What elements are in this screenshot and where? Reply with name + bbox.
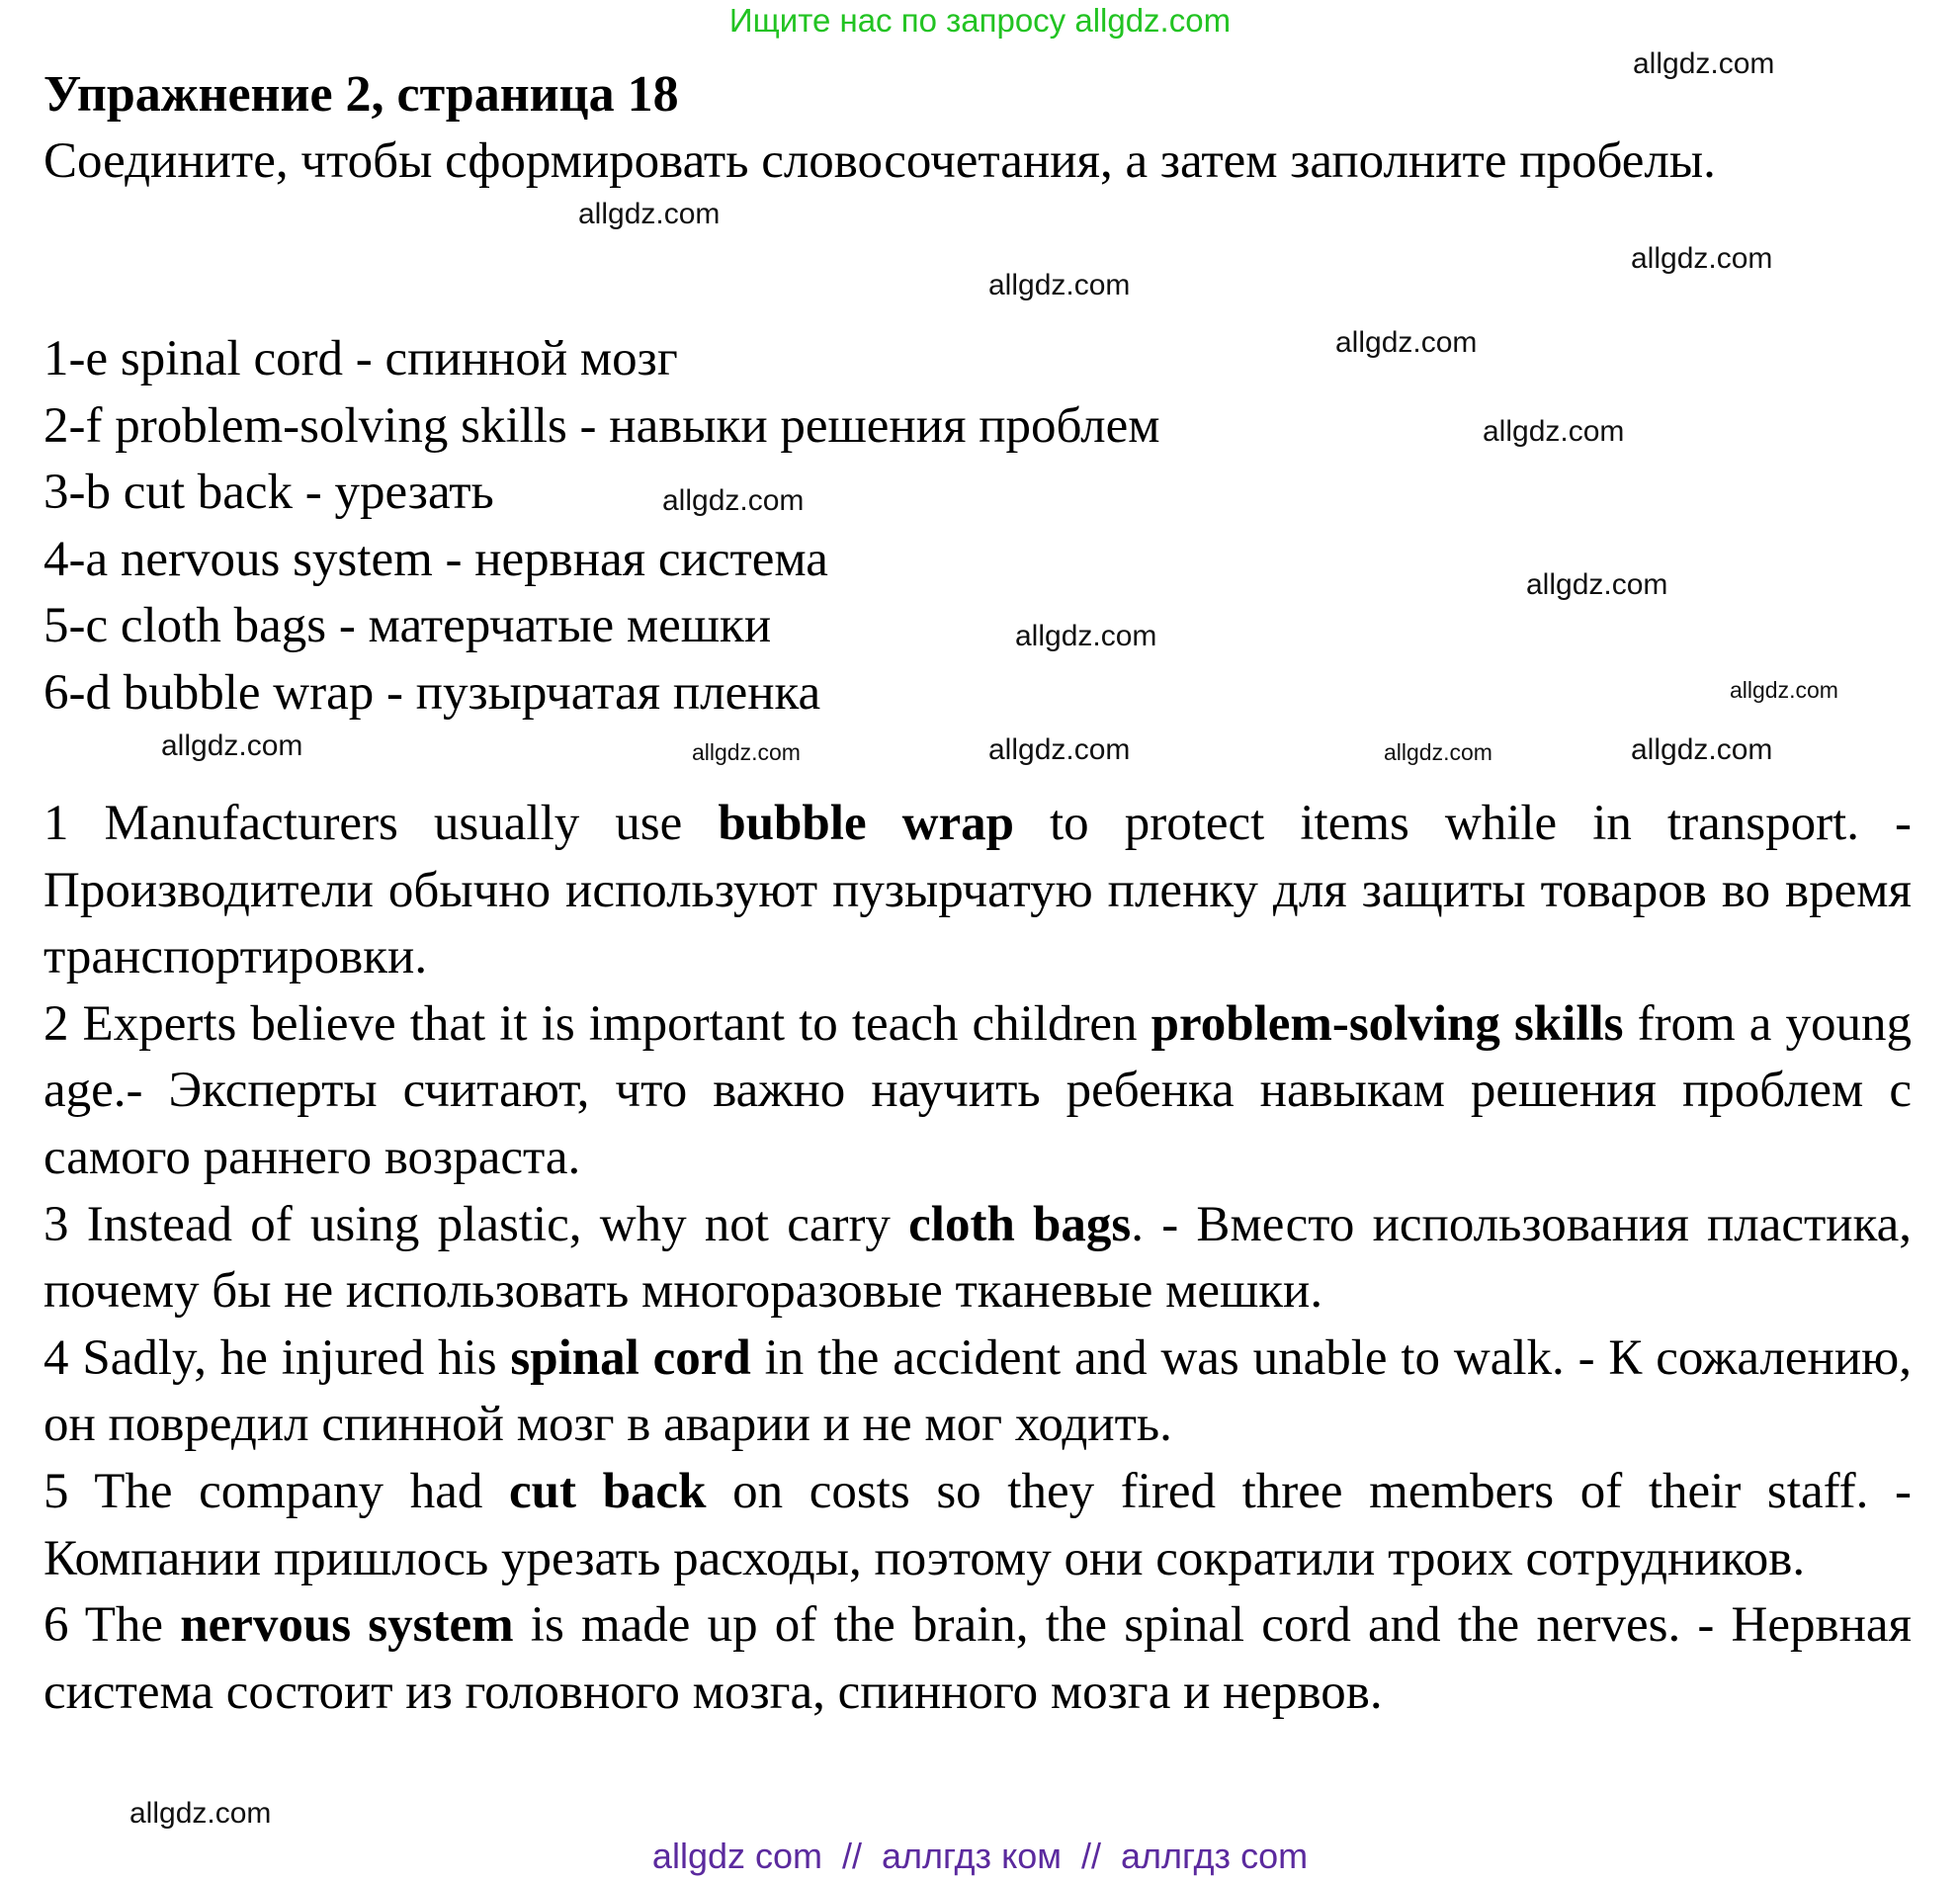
search-banner: Ищите нас по запросу allgdz.com	[728, 2, 1232, 39]
sentence-text: 1 Manufacturers usually use	[43, 796, 719, 851]
watermark: allgdz.com	[129, 1797, 272, 1830]
watermark: allgdz.com	[1335, 326, 1478, 359]
watermark: allgdz.com	[1526, 568, 1668, 601]
answer: spinal cord	[510, 1329, 751, 1386]
list-item: 2-f problem-solving skills - навыки решения проблем	[43, 397, 1160, 454]
watermark: allgdz.com	[1730, 677, 1838, 703]
sentence-text: 4 Sadly, he injured his	[43, 1329, 511, 1386]
sentence-text: 3 Instead of using plastic, why not carry	[43, 1196, 909, 1252]
sentence-text: 6 The	[43, 1597, 181, 1654]
list-item: 3-b cut back - урезать	[43, 465, 494, 521]
watermark: allgdz.com	[988, 269, 1131, 301]
footer-links: allgdz com // аллгдз ком // аллгдз com	[651, 1836, 1309, 1876]
sentence-text: . - Вместо использования пластика, почему бы не использовать многоразовые тканевые мешки.	[43, 1196, 1912, 1320]
watermark: allgdz.com	[1384, 739, 1492, 765]
list-item: 1-e spinal cord - спинной мозг	[43, 331, 678, 386]
answer: problem-solving skills	[1150, 995, 1624, 1052]
answer: nervous system	[180, 1597, 514, 1654]
sentence	[43, 991, 1912, 1192]
sentence	[43, 1592, 1912, 1726]
answer: cut back	[508, 1463, 707, 1519]
list-item: 4-a nervous system - нервная система	[43, 531, 828, 587]
watermark: allgdz.com	[1633, 47, 1775, 80]
watermark: allgdz.com	[692, 739, 801, 765]
sentence-text: in the accident and was unable to walk. - К сожалению, он повредил спинной мозг в аварии и не мог ходить.	[43, 1329, 1912, 1453]
watermark: allgdz.com	[1631, 733, 1773, 766]
sentences	[43, 791, 1912, 1726]
matches-list	[43, 326, 1912, 727]
answer: cloth bags	[908, 1196, 1132, 1252]
sentence-text: to protect items while in transport. - Производители обычно используют пузырчатую пленку для защиты товаров во время транспортировки.	[43, 796, 1912, 985]
watermark: allgdz.com	[161, 729, 303, 762]
list-item: 6-d bubble wrap - пузырчатая пленка	[43, 664, 821, 721]
sentence	[43, 1192, 1912, 1325]
watermark: allgdz.com	[1483, 415, 1625, 448]
sentence	[43, 791, 1912, 991]
sentence	[43, 1325, 1912, 1459]
sentence-text: from a young age.- Эксперты считают, что важно научить ребенка навыкам решения проблем с самого раннего возраста.	[43, 995, 1912, 1185]
sentence-text: 5 The company had	[43, 1463, 509, 1519]
watermark: allgdz.com	[578, 198, 721, 230]
watermark: allgdz.com	[988, 733, 1131, 766]
sentence-text: is made up of the brain, the spinal cord and the nerves. - Нервная система состоит из головного мозга, спинного мозга и нервов.	[43, 1597, 1912, 1720]
sentence-text: on costs so they fired three members of their staff. - Компании пришлось урезать расходы, поэтому они сократили троих сотрудников.	[43, 1463, 1912, 1586]
list-item: 5-c cloth bags - матерчатые мешки	[43, 598, 772, 654]
answer: bubble wrap	[718, 796, 1014, 851]
watermark: allgdz.com	[1015, 620, 1157, 652]
sentence-text: 2 Experts believe that it is important to teach children	[43, 995, 1151, 1052]
watermark: allgdz.com	[1631, 242, 1773, 275]
instruction-text: Соедините, чтобы сформировать словосочетания, а затем заполните пробелы.	[43, 133, 1716, 189]
page-title: Упражнение 2, страница 18	[43, 66, 679, 123]
watermark: allgdz.com	[662, 484, 805, 517]
sentence	[43, 1459, 1912, 1592]
